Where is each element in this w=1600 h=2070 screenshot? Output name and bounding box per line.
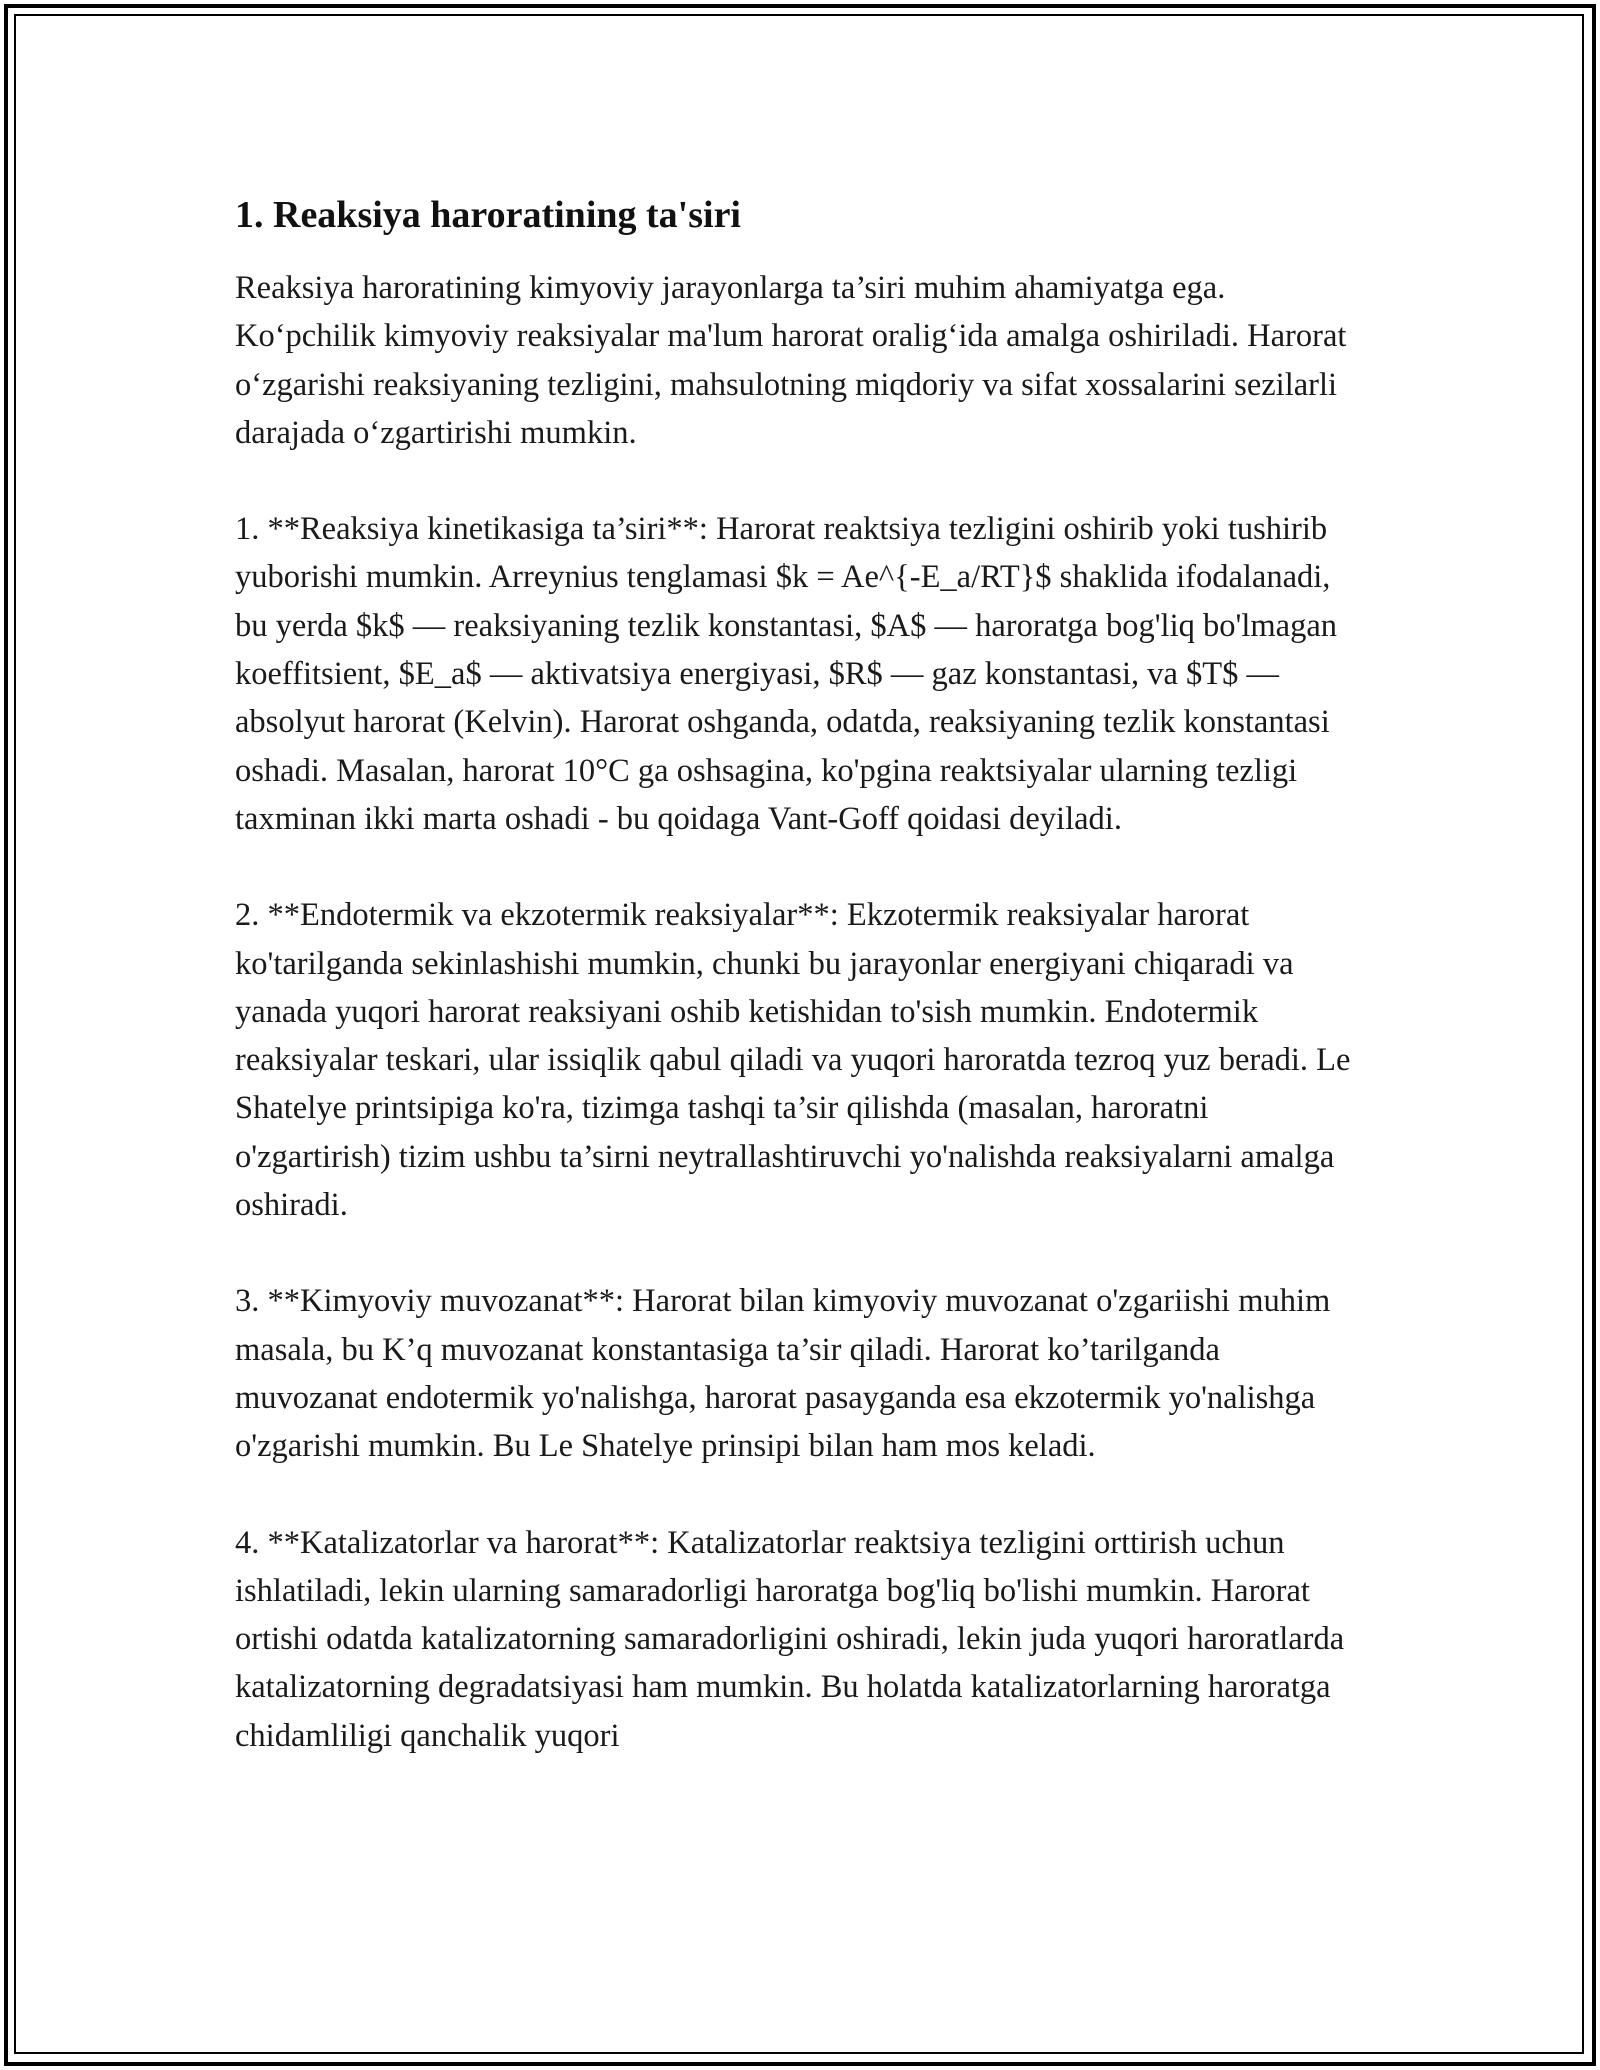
- section-heading: 1. Reaksiya haroratining ta'siri: [235, 194, 741, 236]
- paragraph-endo-exothermic: 2. **Endotermik va ekzotermik reaksiyalar**: Ekzotermik reaksiyalar harorat ko'tarilganda sekinlashishi mumkin, chunki bu jarayonlar energiyani chiqaradi va yanada yuqori harorat reaksiyani oshib ketishidan to'sish mumkin. Endotermik reaksiyalar teskari, ular issiqlik qabul qiladi va yuqori haroratda tezroq yuz beradi. Le Shatelye printsipiga ko'ra, tizimga tashqi ta’sir qilishda (masalan, haroratni o'zgartirish) tizim ushbu ta’sirni neytrallashtiruvchi yo'nalishda reaksiyalarni amalga oshiradi.: [235, 897, 1351, 1224]
- paragraph-catalysts-temperature: 4. **Katalizatorlar va harorat**: Katalizatorlar reaktsiya tezligini orttirish uchun ishlatiladi, lekin ularning samaradorligi haroratga bog'liq bo'lishi mumkin. Harorat ortishi odatda katalizatorning samaradorligini oshiradi, lekin juda yuqori haroratlarda katalizatorning degradatsiyasi ham mumkin. Bu holatda katalizatorlarning haroratga chidamliligi qanchalik yuqori: [235, 1524, 1345, 1754]
- document-body: [235, 188, 1365, 1808]
- intro-paragraph: Reaksiya haroratining kimyoviy jarayonlarga ta’siri muhim ahamiyatga ega. Ko‘pchilik kimyoviy reaksiyalar ma'lum harorat oralig‘ida amalga oshiriladi. Harorat o‘zgarishi reaksiyaning tezligini, mahsulotning miqdoriy va sifat xossalarini sezilarli darajada o‘zgartirishi mumkin.: [235, 270, 1347, 451]
- paragraph-chemical-equilibrium: 3. **Kimyoviy muvozanat**: Harorat bilan kimyoviy muvozanat o'zgariishi muhim masala, bu K’q muvozanat konstantasiga ta’sir qiladi. Harorat ko’tarilganda muvozanat endotermik yo'nalishga, harorat pasayganda esa ekzotermik yo'nalishga o'zgarishi mumkin. Bu Le Shatelye prinsipi bilan ham mos keladi.: [235, 1283, 1331, 1465]
- paragraph-reaction-kinetics: 1. **Reaksiya kinetikasiga ta’siri**: Harorat reaktsiya tezligini oshirib yoki tushirib yuborishi mumkin. Arreynius tenglamasi $k = Ae^{-E_a/RT}$ shaklida ifodalanadi, bu yerda $k$ — reaksiyaning tezlik konstantasi, $A$ — haroratga bog'liq bo'lmagan koeffitsient, $E_a$ — aktivatsiya energiyasi, $R$ — gaz konstantasi, va $T$ — absolyut harorat (Kelvin). Harorat oshganda, odatda, reaksiyaning tezlik konstantasi oshadi. Masalan, harorat 10°C ga oshsagina, ko'pgina reaktsiyalar ularning tezligi taxminan ikki marta oshadi - bu qoidaga Vant-Goff qoidasi deyiladi.: [235, 511, 1338, 837]
